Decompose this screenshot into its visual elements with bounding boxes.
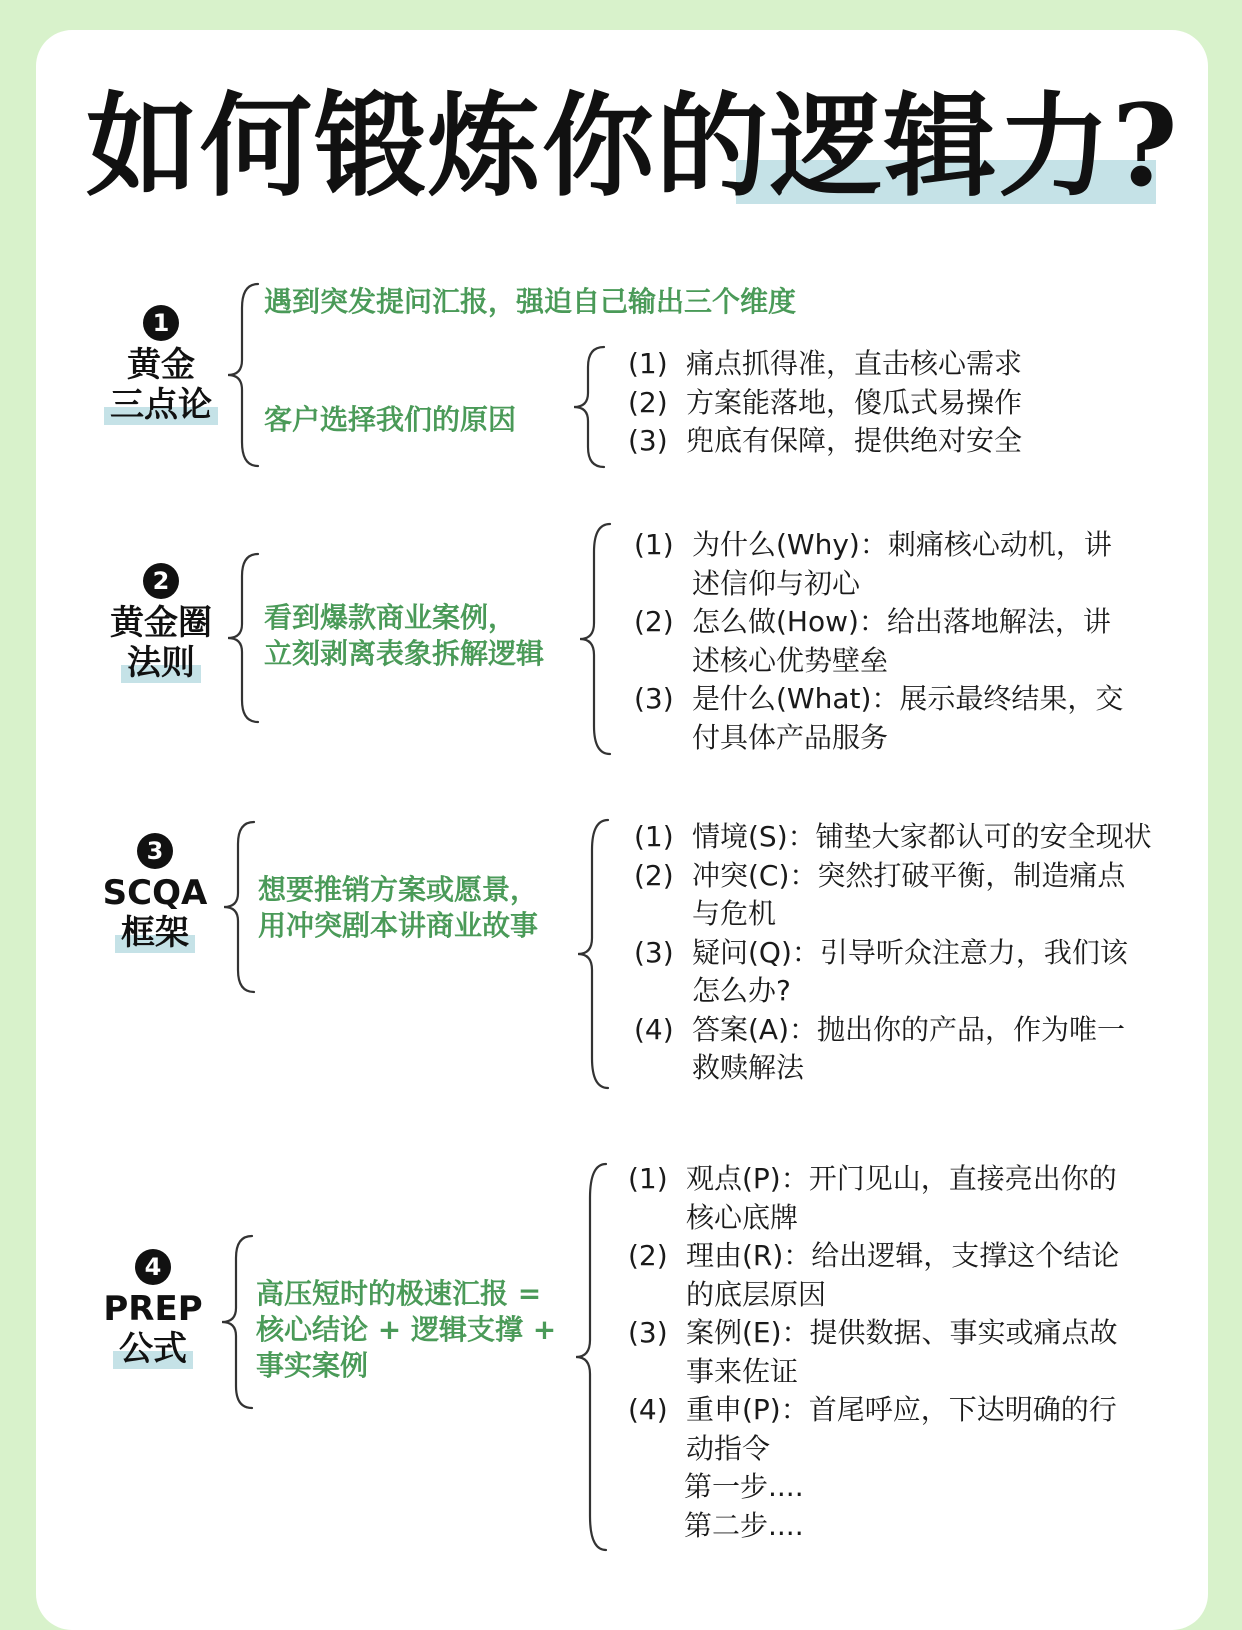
list-item: (2) 怎么做(How)：给出落地解法，讲 述核心优势壁垒 (634, 605, 1111, 677)
list-item: (4) 答案(A)：抛出你的产品，作为唯一 救赎解法 (634, 1012, 1126, 1084)
list-item: (2) 理由(R)：给出逻辑，支撑这个结论 的底层原因 (628, 1239, 1120, 1311)
section-4-mid-text: 高压短时的极速汇报 = 核心结论 + 逻辑支撑 + 事实案例 (256, 1277, 557, 1382)
list-item: (1) 为什么(Why)：刺痛核心动机，讲 述信仰与初心 (634, 528, 1112, 600)
section-3-number: 3 (137, 833, 173, 869)
section-3-right-brace (574, 818, 614, 1090)
section-4-label (88, 1244, 218, 1369)
section-1-mid-text: 客户选择我们的原因 (264, 403, 517, 436)
section-4-label-line2: 公式 (113, 1329, 193, 1369)
section-3-left-brace (220, 820, 260, 994)
list-item: (3) 是什么(What)：展示最终结果，交 付具体产品服务 (634, 682, 1124, 754)
section-1-top-text: 遇到突发提问汇报，强迫自己输出三个维度 (264, 285, 797, 318)
section-4-number: 4 (135, 1249, 171, 1285)
section-2-left-brace (224, 552, 264, 724)
section-4-right-brace (572, 1162, 612, 1552)
section-2-mid-text: 看到爆款商业案例， 立刻剥离表象拆解逻辑 (264, 601, 545, 670)
section-4-items (628, 1160, 1188, 1545)
list-item: (3) 疑问(Q)：引导听众注意力，我们该 怎么办? (634, 935, 1128, 1007)
section-3-label-line1: SCQA (102, 873, 208, 913)
section-1-label-line1: 黄金 (127, 345, 195, 385)
list-item: (1) 痛点抓得准，直击核心需求 (628, 347, 1023, 380)
section-2-label-line1: 黄金圈 (110, 603, 212, 643)
section-1-label-line2: 三点论 (104, 385, 218, 425)
list-item: (3) 案例(E)：提供数据、事实或痛点故 事来佐证 (628, 1316, 1118, 1388)
list-item: (3) 兜底有保障，提供绝对安全 (628, 424, 1023, 457)
section-3-mid-text: 想要推销方案或愿景， 用冲突剧本讲商业故事 (258, 873, 539, 942)
section-4-label-line1: PREP (103, 1289, 203, 1329)
page-title: 如何锻炼你的逻辑力? (86, 81, 1180, 212)
section-1-number: 1 (143, 305, 179, 341)
step-item: 第二步.... (684, 1508, 804, 1542)
list-item: (1) 情境(S)：铺垫大家都认可的安全现状 (634, 820, 1152, 853)
list-item: (4) 重申(P)：首尾呼应，下达明确的行 动指令 (628, 1393, 1117, 1465)
list-item: (1) 观点(P)：开门见山，直接亮出你的 核心底牌 (628, 1162, 1117, 1234)
section-1-items (628, 345, 1188, 461)
section-2-right-brace (576, 522, 616, 756)
list-item: (2) 冲突(C)：突然打破平衡，制造痛点 与危机 (634, 858, 1126, 930)
section-2-label (96, 558, 226, 683)
section-2-number: 2 (143, 563, 179, 599)
section-3-items (634, 818, 1194, 1088)
section-2-items (634, 526, 1194, 757)
section-1-left-brace (224, 282, 264, 468)
section-3-label (90, 828, 220, 953)
list-item: (2) 方案能落地，傻瓜式易操作 (628, 385, 1023, 419)
step-item: 第一步.... (684, 1470, 804, 1503)
section-2-label-line2: 法则 (121, 643, 201, 683)
section-3-label-line2: 框架 (115, 913, 195, 953)
section-4-left-brace (218, 1234, 258, 1410)
section-1-label (96, 300, 226, 425)
section-1-right-brace (570, 345, 610, 469)
